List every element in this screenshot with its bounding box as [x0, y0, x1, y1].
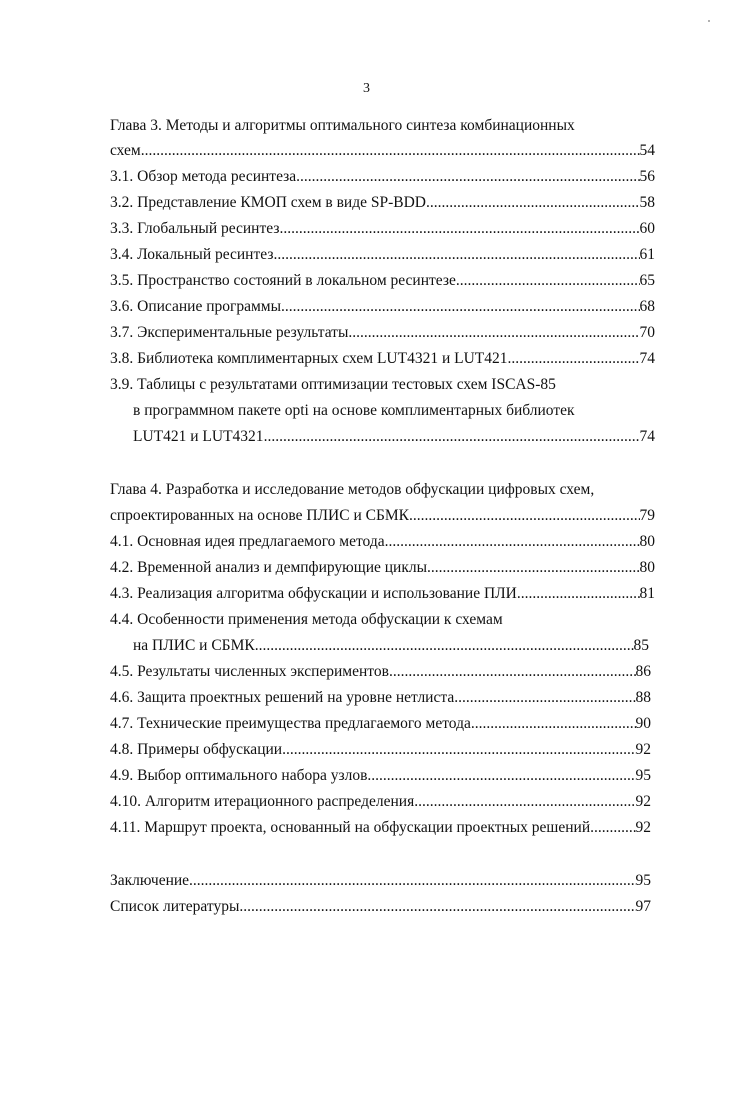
dot-leader: [348, 322, 639, 344]
dot-leader: [454, 687, 635, 709]
toc-entry-conclusion: [110, 870, 651, 892]
toc-entry: [110, 531, 655, 553]
dot-leader: [385, 531, 640, 553]
toc-entry-3-9-line3: [133, 426, 655, 448]
dot-leader: [189, 870, 635, 892]
page-ref: 92: [635, 819, 651, 836]
toc-entry-title: 3.8. Библиотека комплиментарных схем LUT4321 и LUT421: [110, 350, 508, 367]
toc-entry: [110, 583, 655, 605]
page-ref: 65: [639, 272, 655, 289]
dot-leader: [282, 739, 635, 761]
page-ref: 90: [635, 715, 651, 732]
toc-entry: [110, 348, 655, 370]
toc-entry-title: 3.5. Пространство состояний в локальном ресинтезе: [110, 272, 456, 289]
page-ref: 88: [635, 689, 651, 706]
dot-leader: [409, 505, 640, 527]
toc-entry: [110, 270, 655, 292]
dot-leader: [264, 426, 640, 448]
dot-leader: [255, 635, 634, 657]
toc-entry: [110, 244, 655, 266]
toc-entry-title: 4.7. Технические преимущества предлагаемого метода: [110, 715, 471, 732]
toc-entry-4-4-line2: [133, 635, 649, 657]
chapter4-heading-line1: Глава 4. Разработка и исследование методов обфускации цифровых схем,: [110, 481, 595, 498]
page-ref: 79: [639, 507, 655, 524]
toc-entry: [110, 713, 651, 735]
toc-entry: [110, 661, 651, 683]
page-ref: 54: [639, 142, 655, 159]
toc-entry: [110, 322, 655, 344]
page-number: 3: [363, 81, 370, 96]
page-ref: 80: [639, 559, 655, 576]
dot-leader: [427, 557, 639, 579]
chapter4-heading-line2: спроектированных на основе ПЛИС и СБМК: [110, 507, 409, 524]
toc-entry-title: 3.4. Локальный ресинтез: [110, 246, 274, 263]
toc-entry-title: LUT421 и LUT4321: [133, 428, 264, 445]
chapter3-heading-line2: схем: [110, 142, 141, 159]
toc-entry-title: 3.3. Глобальный ресинтез: [110, 220, 280, 237]
toc-entry-title: 3.6. Описание программы: [110, 298, 282, 315]
toc-entry: [110, 687, 651, 709]
page-ref: 74: [639, 428, 655, 445]
page-ref: 86: [635, 663, 651, 680]
page-ref: 61: [639, 246, 655, 263]
chapter4-heading-entry: [110, 505, 655, 527]
toc-entry-3-9-line1: [110, 374, 655, 396]
toc-entry-title: 3.9. Таблицы с результатами оптимизации тестовых схем ISCAS-85: [110, 376, 556, 393]
dot-leader: [273, 244, 639, 266]
dot-leader: [426, 192, 640, 214]
toc-entry-title: 3.1. Обзор метода ресинтеза: [110, 168, 297, 185]
toc-entry-title: Заключение: [110, 872, 190, 889]
toc-entry-title: 4.6. Защита проектных решений на уровне нетлиста: [110, 689, 455, 706]
dot-leader: [414, 791, 635, 813]
dot-leader: [281, 296, 639, 318]
toc-entry: [110, 739, 651, 761]
dot-leader: [508, 348, 640, 370]
dot-leader: [471, 713, 636, 735]
dot-leader: [279, 218, 639, 240]
toc-entry-title: 4.1. Основная идея предлагаемого метода: [110, 533, 385, 550]
dot-leader: [367, 765, 635, 787]
page-ref: 95: [635, 872, 651, 889]
toc-entry-4-4-line1: [110, 609, 655, 631]
scan-speck: [708, 20, 710, 22]
dot-leader: [389, 661, 636, 683]
toc-entry: [110, 192, 655, 214]
chapter3-heading: [110, 115, 655, 137]
toc-entry-title: в программном пакете opti на основе комплиментарных библиотек: [133, 402, 575, 419]
page-ref: 74: [639, 350, 655, 367]
toc-entry-title: 4.5. Результаты численных экспериментов: [110, 663, 389, 680]
toc-entry-title: 4.2. Временной анализ и демпфирующие циклы: [110, 559, 428, 576]
dot-leader: [517, 583, 640, 605]
page-ref: 81: [639, 585, 655, 602]
toc-entry-title: 4.11. Маршрут проекта, основанный на обфускации проектных решений: [110, 819, 591, 836]
toc-entry-title: 4.3. Реализация алгоритма обфускации и использование ПЛИ: [110, 585, 517, 602]
dot-leader: [296, 166, 639, 188]
toc-entry: [110, 557, 655, 579]
page-ref: 58: [639, 194, 655, 211]
toc-entry: [110, 791, 651, 813]
page-ref: 56: [639, 168, 655, 185]
toc-entry-title: 4.4. Особенности применения метода обфускации к схемам: [110, 611, 503, 628]
toc-entry-title: 3.7. Экспериментальные результаты: [110, 324, 349, 341]
toc-entry-references: [110, 896, 651, 918]
dot-leader: [141, 140, 640, 162]
page-ref: 92: [635, 741, 651, 758]
toc-entry-title: Список литературы: [110, 898, 240, 915]
page-ref: 60: [639, 220, 655, 237]
toc-entry-3-9-line2: [133, 400, 655, 422]
toc-entry-title: 3.2. Представление КМОП схем в виде SP-BDD: [110, 194, 426, 211]
page-ref: 68: [639, 298, 655, 315]
page-ref: 80: [639, 533, 655, 550]
chapter3-heading-line1: Глава 3. Методы и алгоритмы оптимального синтеза комбинационных: [110, 117, 575, 134]
toc-entry: [110, 218, 655, 240]
toc-entry-title: 4.8. Примеры обфускации: [110, 741, 283, 758]
toc-entry-title: 4.10. Алгоритм итерационного распределения: [110, 793, 415, 810]
page-ref: 92: [635, 793, 651, 810]
chapter3-heading-entry: [110, 140, 655, 162]
page-ref: 70: [639, 324, 655, 341]
toc-entry: [110, 765, 651, 787]
toc-entry: [110, 296, 655, 318]
page-ref: 97: [635, 898, 651, 915]
page-ref: 95: [635, 767, 651, 784]
toc-entry-title: 4.9. Выбор оптимального набора узлов: [110, 767, 368, 784]
chapter4-heading: [110, 479, 655, 501]
page-ref: 85: [633, 637, 649, 654]
dot-leader: [590, 817, 635, 839]
dot-leader: [456, 270, 640, 292]
dot-leader: [239, 896, 635, 918]
toc-entry: [110, 166, 655, 188]
toc-entry-title: на ПЛИС и СБМК: [133, 637, 255, 654]
toc-entry: [110, 817, 651, 839]
